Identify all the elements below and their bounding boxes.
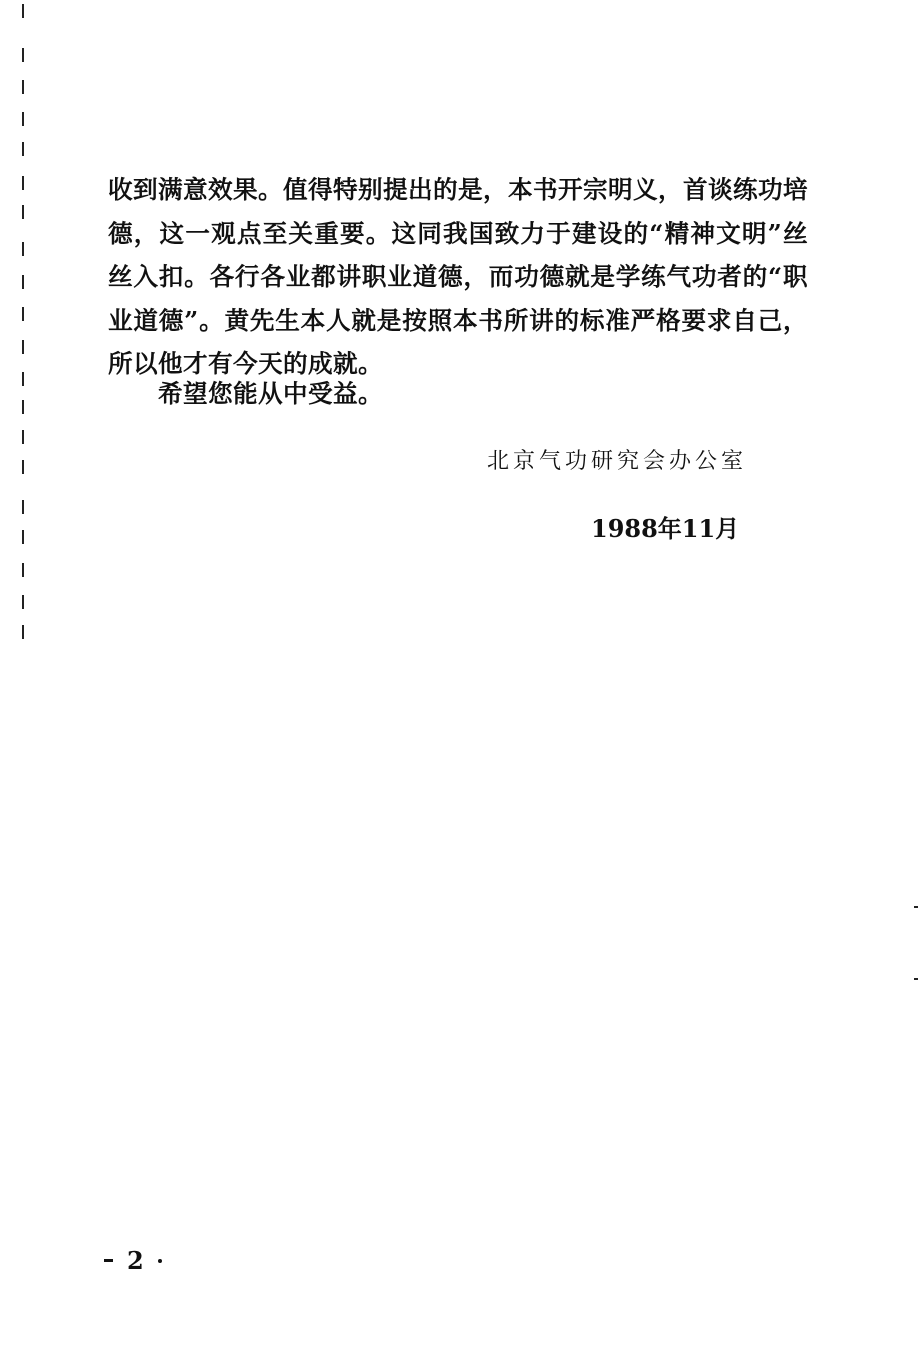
page-footer [104,1246,162,1275]
date: 1988年11月 [591,514,740,543]
closing-paragraph: 希望您能从中受益。 [158,379,383,408]
signature: 北京气功研究会办公室 [487,449,748,474]
binding-margin-marks [0,0,40,650]
paragraph-1: 收到满意效果。值得特别提出的是，本书开宗明义，首谈练功培德，这一观点至关重要。这同我国致力于建设的“精神文明”丝丝入扣。各行各业都讲职业道德，而功德就是学练气功者的“职业道德”。黄先生本人就是按照本书所讲的标准严格要求自己，所以他才有今天的成就。 [108,175,808,378]
page-number: 2 [127,1246,144,1275]
dash-mark [104,1259,113,1262]
main-paragraph [108,168,808,386]
dot-mark [158,1259,162,1263]
